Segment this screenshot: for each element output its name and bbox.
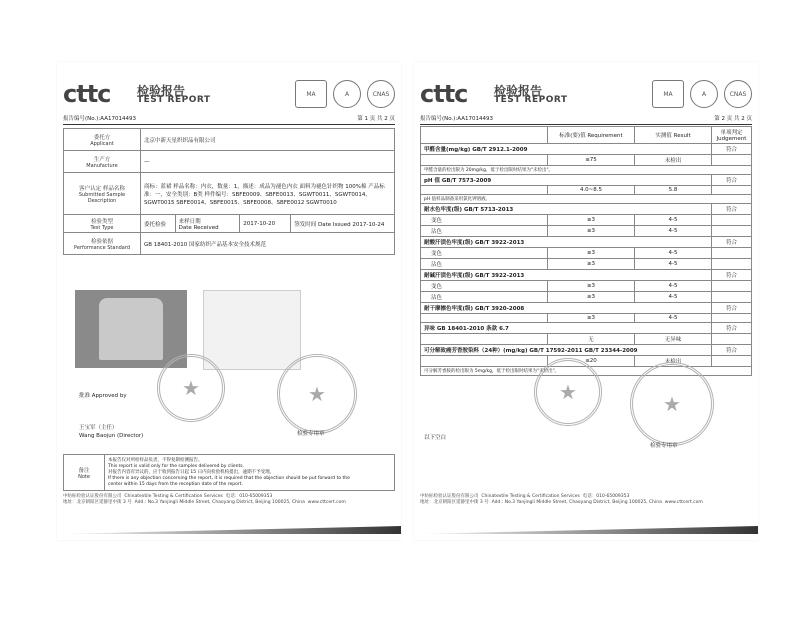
page-footer: 中纺标检验认证股份有限公司 Chinatextile Testing & Certification Services 电话：010-65009353 地址：北京朝阳区延静里中街 3 号 Add.: No.3 Yanjingli Middle Street, Chaoyang District, Beijing 100025, China www.cttcert.com [420,494,703,505]
requirement-value: ≥3 [548,314,635,323]
certification-marks [295,80,395,108]
result-section-row [421,144,752,155]
result-item: 变色 [421,281,548,292]
standard-label: 检验依据 Performance Standard [64,233,141,255]
result-section-row [421,303,752,314]
cma-mark-icon: MA [295,80,327,108]
result-item [421,155,548,166]
report-title-cn: 检验报告 [494,84,543,98]
director-name-en: Wang Baojun (Director) [79,433,144,439]
report-number: 报告编号(No.):AA17014493 [63,116,136,122]
cnas-mark-icon: CNAS [724,80,752,108]
requirement-value: ≤20 [548,356,635,367]
result-section-row [421,345,752,356]
date-received-value: 2017-10-20 [240,215,291,233]
result-item: 沾色 [421,259,548,270]
judgement-value: 符合 [712,323,752,334]
result-item [421,186,548,195]
result-value: 未检出 [635,155,712,166]
judgement-value: 符合 [712,204,752,215]
result-section-title: 耐碱汗渍色牢度(级) GB/T 3922-2013 [421,270,712,281]
cnas-mark-icon: CNAS [367,80,395,108]
page-number: 第 1 页 共 2 页 [357,116,395,122]
director-name: 王宝军（主任） [79,425,118,431]
cttc-logo: cttc [63,80,111,108]
red-seal-stamp-icon: ★ [534,358,602,426]
result-row [421,281,752,292]
result-note-row [421,166,752,175]
result-value: 未检出 [635,356,712,367]
requirement-value: ≥3 [548,281,635,292]
note-text: 本报告仅对所检样品负责，不得复制检测报告。 This report is valid only for the samples delivered by clients. 对报告内容有异议的，应于收到报告日起 15 日内向检验机构提出，逾期不予受理。 If there is any objection concerning the report, it is required that the objection should be put forward to the center within 15 days from the reception date of the report. [105,455,395,491]
result-value: 4-5 [635,226,712,237]
test-type-value: 委托检验 [141,215,176,233]
inspection-seal-stamp-icon: ★ [277,354,357,434]
result-note-row [421,195,752,204]
result-item: 变色 [421,215,548,226]
cal-mark-icon: A [333,80,361,108]
judgement-header: 单项判定 Judgement [712,127,752,144]
seal-text: 检验专用章 [650,443,678,449]
result-item: 沾色 [421,292,548,303]
requirement-value: ≥3 [548,292,635,303]
sample-label: 客户认定 样品名称 Submitted Sample Description [64,173,141,215]
report-number: 报告编号(No.):AA17014493 [420,116,493,122]
result-section-title: pH 值 GB/T 7573-2009 [421,175,712,186]
fabric-swatch-image [203,290,301,370]
result-row [421,314,752,323]
result-section-title: 耐干摩擦色牢度(级) GB/T 3920-2008 [421,303,712,314]
requirement-value: 4.0~8.5 [548,186,635,195]
result-row [421,259,752,270]
note-table [63,454,395,491]
requirement-value: ≥3 [548,259,635,270]
result-row [421,215,752,226]
result-value: 4-5 [635,259,712,270]
footer-bar [57,526,401,534]
footer-bar [414,526,758,534]
cma-mark-icon: MA [652,80,684,108]
result-value: 4-5 [635,248,712,259]
requirement-header: 标准(要)值 Requirement [548,127,635,144]
result-note: 甲醛含量的检出限为 20mg/kg，低于检出限时结果为"未检出"。 [421,166,752,175]
date-issued-cell: 签发时间 Date Issued 2017-10-24 [291,215,395,233]
result-section-row [421,175,752,186]
report-header [420,80,752,108]
result-item [421,314,548,323]
inspection-seal-stamp-icon: ★ [630,362,714,446]
requirement-value: ≤75 [548,155,635,166]
result-item: 变色 [421,248,548,259]
result-section-title: 耐水色牢度(级) GB/T 5713-2013 [421,204,712,215]
result-header: 实测值 Result [635,127,712,144]
result-value: 4-5 [635,281,712,292]
page-footer: 中纺标检验认证股份有限公司 Chinatextile Testing & Certification Services 电话：010-65009353 地址：北京朝阳区延静里中街 3 号 Add.: No.3 Yanjingli Middle Street, Chaoyang District, Beijing 100025, China www.cttcert.com [63,494,346,505]
info-table [63,128,395,255]
cttc-logo: cttc [420,80,468,108]
sample-value: 商标：蓝裙 样品名称：内衣，数量：1，描述：成品为褪色内衣 面料为褪色针织物 100%棉 产品标准：一，安全类别：B类 样件编号：SBFE0009、SBFE0013、SGWT0011、SGWT0014、SGWT0015 SBFE0014、SBFE0015、SBFE0008、SBFE0012 SGWT0010 [141,173,395,215]
page-number: 第 2 页 共 2 页 [714,116,752,122]
sample-photo [75,290,187,368]
result-value: 无异味 [635,334,712,345]
result-value: 5.8 [635,186,712,195]
results-table [420,126,752,376]
result-section-row [421,237,752,248]
judgement-value: 符合 [712,144,752,155]
result-item [421,356,548,367]
date-received-label: 来样日期 Date Received [175,215,240,233]
test-type-label: 检验类型 Test Type [64,215,141,233]
result-section-title: 可分解致癌芳香胺染料（24种）(mg/kg) GB/T 17592-2011 GB/T 23344-2009 [421,345,712,356]
certification-marks [652,80,752,108]
manufacturer-label: 生产方 Manufacture [64,151,141,173]
results-header-row [421,127,752,144]
report-page-2 [414,62,758,540]
manufacturer-value: — [141,151,395,173]
result-section-row [421,204,752,215]
result-value: 4-5 [635,292,712,303]
blank-below-text: 以下空白 [424,435,447,441]
result-section-title: 异味 GB 18401-2010 条款 6.7 [421,323,712,334]
applicant-value: 北京中新天星织织品有限公司 [141,129,395,151]
report-number-row [63,114,395,125]
red-seal-stamp-icon: ★ [157,354,225,422]
report-header [63,80,395,108]
approved-by-label: 批准 Approved by [79,393,127,399]
judgement-value: 符合 [712,270,752,281]
seal-text: 检验专用章 [297,431,325,437]
result-value: 4-5 [635,314,712,323]
result-section-row [421,323,752,334]
requirement-value: ≥3 [548,215,635,226]
result-row [421,186,752,195]
result-section-title: 甲醛含量(mg/kg) GB/T 2912.1-2009 [421,144,712,155]
standard-value: GB 18401-2010 国家纺织产品基本安全技术规范 [141,233,395,255]
result-value: 4-5 [635,215,712,226]
result-note: 可分解芳香胺的检出限为 5mg/kg，低于检出限时结果为"未检出"。 [421,367,752,376]
result-row [421,248,752,259]
result-note: pH 值样品制备采用氯化钾溶液。 [421,195,752,204]
judgement-value: 符合 [712,175,752,186]
result-section-row [421,270,752,281]
cal-mark-icon: A [690,80,718,108]
shirt-image [99,298,163,360]
result-row [421,334,752,345]
report-title-en: TEST REPORT [137,95,211,105]
result-section-title: 耐酸汗渍色牢度(级) GB/T 3922-2013 [421,237,712,248]
requirement-value: ≥3 [548,226,635,237]
report-title-en: TEST REPORT [494,95,568,105]
judgement-value: 符合 [712,237,752,248]
report-title-cn: 检验报告 [137,84,186,98]
note-label: 备注 Note [64,455,105,491]
requirement-value: ≥3 [548,248,635,259]
judgement-value: 符合 [712,345,752,356]
judgement-value: 符合 [712,303,752,314]
result-item [421,334,548,345]
applicant-label: 委托方 Applicant [64,129,141,151]
report-number-row [420,114,752,125]
result-item: 沾色 [421,226,548,237]
result-row [421,226,752,237]
report-page-1 [57,62,401,540]
result-row [421,155,752,166]
result-row [421,292,752,303]
requirement-value: 无 [548,334,635,345]
date-issued-value: 2017-10-24 [352,221,385,228]
